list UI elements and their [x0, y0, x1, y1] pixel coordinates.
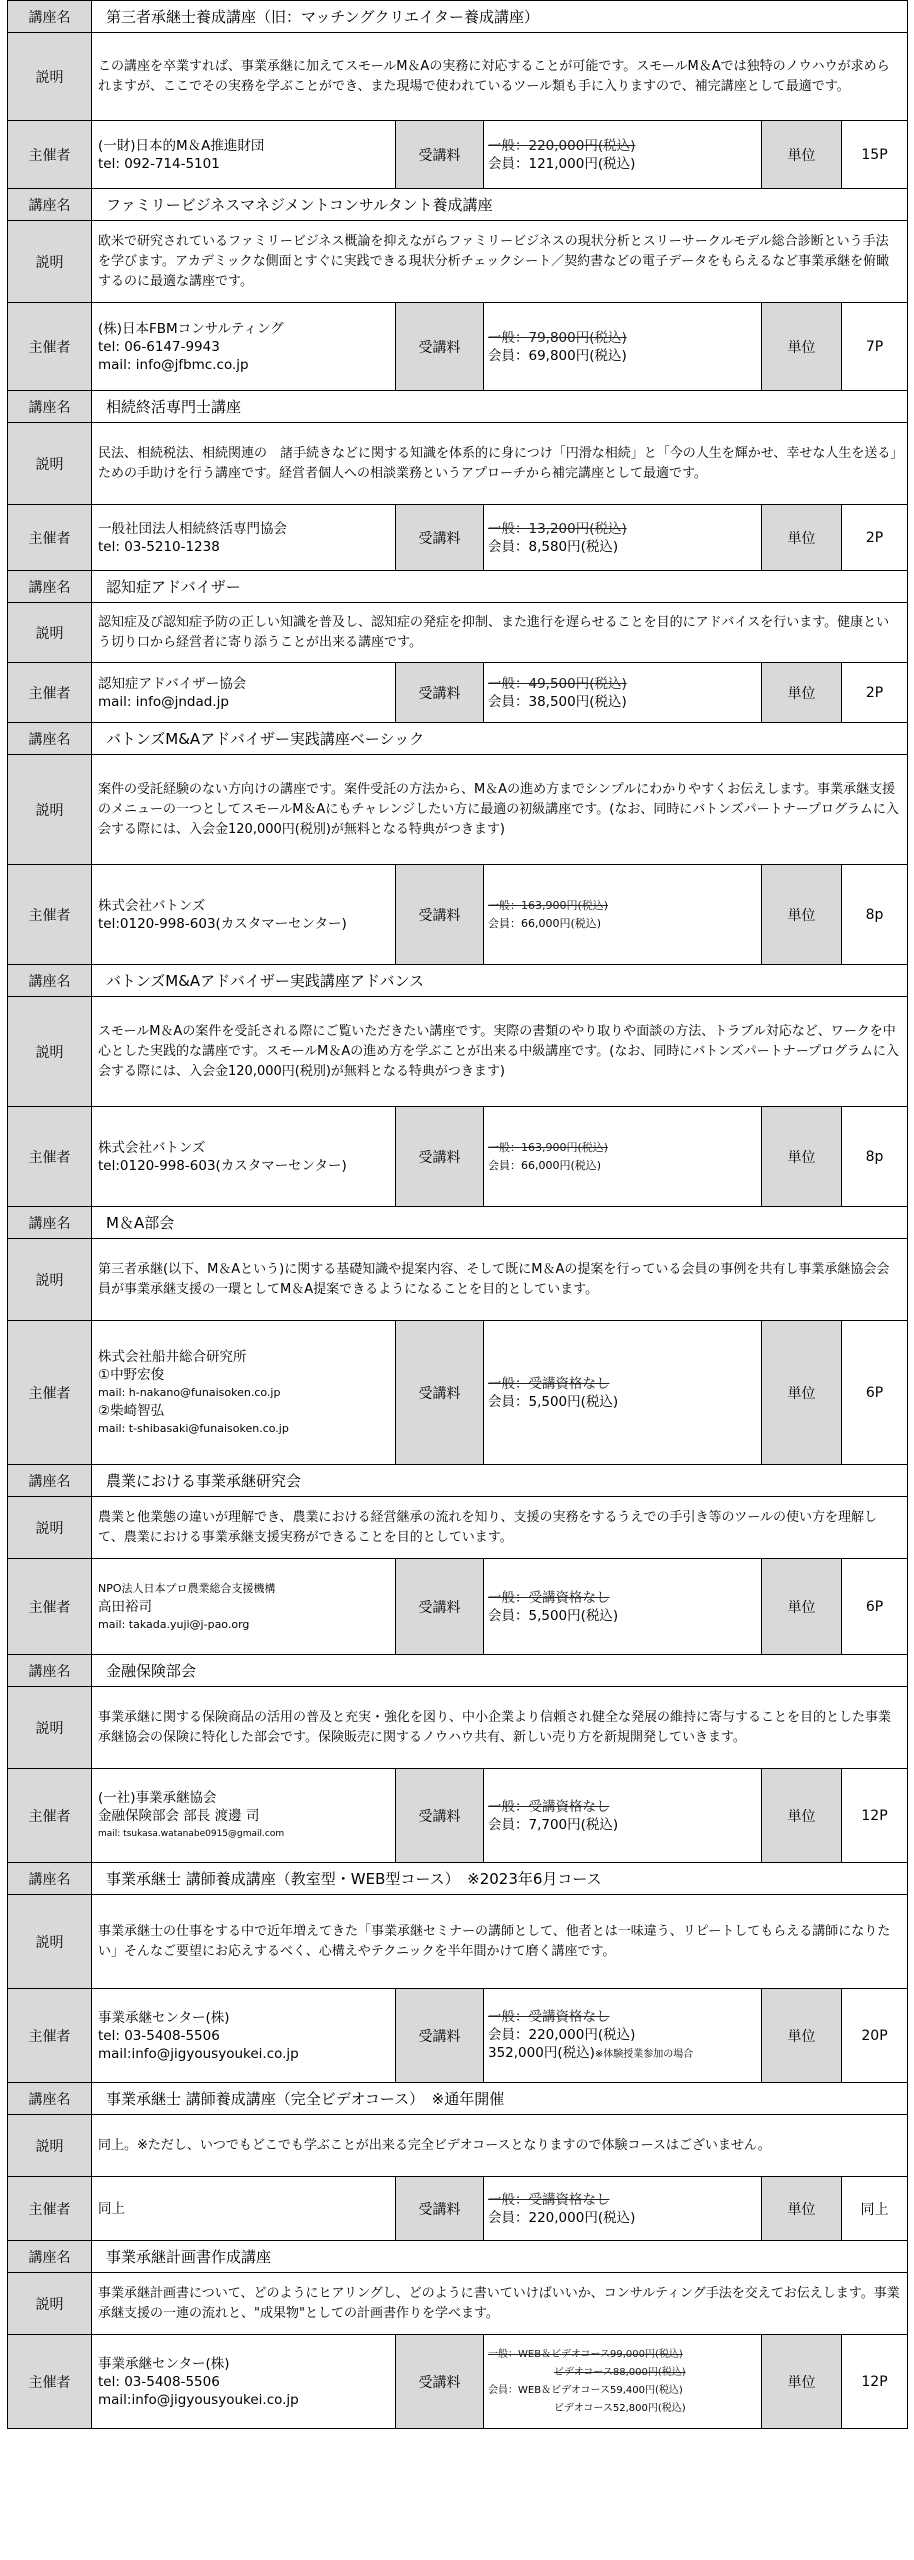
course-11-title: 事業承継士 講師養成講座（完全ビデオコース） ※通年開催: [92, 2083, 908, 2115]
course-5-info-row: [8, 865, 908, 965]
course-7-desc-row: [8, 1239, 908, 1321]
course-3-info-row: [8, 505, 908, 571]
course-12-desc-row: [8, 2273, 908, 2335]
course-2-title: ファミリービジネスマネジメントコンサルタント養成講座: [92, 189, 908, 221]
organizer-name: NPO法人日本プロ農業総合支援機構: [98, 1581, 276, 1595]
course-name-label: 講座名: [8, 1207, 92, 1239]
course-8-desc-row: [8, 1497, 908, 1559]
course-11-name-row: [8, 2083, 908, 2115]
organizer-name: (一社)事業承継協会: [98, 1789, 217, 1806]
course-1-organizer: [92, 121, 396, 189]
organizer-name: 認知症アドバイザー協会: [98, 675, 247, 692]
organizer-label: 主催者: [8, 1559, 92, 1655]
fee-general: 一般：49,500円(税込): [488, 675, 627, 692]
course-10-title: 事業承継士 講師養成講座（教室型・WEB型コース） ※2023年6月コース: [92, 1863, 908, 1895]
organizer-name: 事業承継センター(株): [98, 2009, 230, 2026]
course-7-name-row: [8, 1207, 908, 1239]
unit-label: 単位: [762, 1321, 842, 1465]
contact-mail: mail: tsukasa.watanabe0915@gmail.com: [98, 1828, 285, 1839]
organizer-label: 主催者: [8, 303, 92, 391]
course-9-description: 事業承継に関する保険商品の活用の普及と充実・強化を図り、中小企業より信頼され健全な発展の維持に寄与することを目的とした事業承継協会の保険に特化した部会です。保険販売に関するノウハウ共有、新しい売り方を新規開発していきます。: [92, 1687, 908, 1769]
organizer-label: 主催者: [8, 663, 92, 723]
fee-trial-note: ※体験授業参加の場合: [594, 2048, 694, 2060]
organizer-name: 株式会社バトンズ: [98, 1139, 206, 1156]
course-5-name-row: [8, 723, 908, 755]
course-name-label: 講座名: [8, 1, 92, 33]
description-label: 説明: [8, 423, 92, 505]
fee-general: 一般：受講資格なし: [488, 1589, 610, 1606]
contact-2-mail: mail: t-shibasaki@funaisoken.co.jp: [98, 1421, 289, 1435]
course-9-name-row: [8, 1655, 908, 1687]
description-label: 説明: [8, 997, 92, 1107]
course-name-label: 講座名: [8, 571, 92, 603]
unit-label: 単位: [762, 1769, 842, 1863]
description-label: 説明: [8, 1687, 92, 1769]
course-6-organizer: [92, 1107, 396, 1207]
course-9-fee: [484, 1769, 762, 1863]
fee-general: 一般：79,800円(税込): [488, 329, 627, 346]
course-10-info-row: [8, 1989, 908, 2083]
course-8-description: 農業と他業態の違いが理解でき、農業における経営継承の流れを知り、支援の実務をするうえでの手引き等のツールの使い方を理解して、農業における事業承継支援実務ができることを目的としています。: [92, 1497, 908, 1559]
course-3-name-row: [8, 391, 908, 423]
fee-label: 受講料: [396, 2177, 484, 2241]
organizer-name: 株式会社バトンズ: [98, 897, 206, 914]
course-10-desc-row: [8, 1895, 908, 1989]
contact-2-name: ②柴崎智弘: [98, 1402, 165, 1419]
description-label: 説明: [8, 33, 92, 121]
course-11-info-row: [8, 2177, 908, 2241]
course-1-fee: [484, 121, 762, 189]
fee-label: 受講料: [396, 2335, 484, 2429]
contact-name: 高田裕司: [98, 1598, 152, 1615]
course-name-label: 講座名: [8, 723, 92, 755]
course-2-info-row: [8, 303, 908, 391]
course-9-organizer: [92, 1769, 396, 1863]
course-10-description: 事業承継士の仕事をする中で近年増えてきた「事業承継セミナーの講師として、他者とは一味違う、リピートしてもらえる講師になりたい」そんなご要望にお応えするべく、心構えやテクニックを半年間かけて磨く講座です。: [92, 1895, 908, 1989]
course-name-label: 講座名: [8, 965, 92, 997]
description-label: 説明: [8, 2115, 92, 2177]
course-6-fee: [484, 1107, 762, 1207]
course-1-info-row: [8, 121, 908, 189]
fee-member-web: 会員：WEB＆ビデオコース59,400円(税込): [488, 2384, 683, 2396]
organizer-name: 同上: [98, 2200, 125, 2217]
course-10-unit: 20P: [842, 1989, 908, 2083]
course-12-fee: [484, 2335, 762, 2429]
course-6-description: スモールM＆Aの案件を受託される際にご覧いただきたい講座です。実際の書類のやり取りや面談の方法、トラブル対応など、ワークを中心とした実践的な講座です。スモールM＆Aの進め方を学ぶことが出来る中級講座です。(なお、同時にバトンズパートナープログラムに入会する際には、入会金120,000円(税別)が無料となる特典がつきます): [92, 997, 908, 1107]
fee-general-web: 一般：WEB＆ビデオコース99,000円(税込): [488, 2348, 683, 2360]
fee-member-video: ビデオコース52,800円(税込): [554, 2402, 686, 2414]
organizer-name: 一般社団法人相続終活専門協会: [98, 520, 287, 537]
fee-general: 一般：163,900円(税込): [488, 898, 609, 912]
fee-label: 受講料: [396, 303, 484, 391]
course-4-title: 認知症アドバイザー: [92, 571, 908, 603]
contact-1-mail: mail: h-nakano@funaisoken.co.jp: [98, 1385, 281, 1399]
course-4-name-row: [8, 571, 908, 603]
organizer-label: 主催者: [8, 2335, 92, 2429]
course-3-organizer: [92, 505, 396, 571]
course-9-info-row: [8, 1769, 908, 1863]
course-1-desc-row: [8, 33, 908, 121]
course-5-fee: [484, 865, 762, 965]
unit-label: 単位: [762, 303, 842, 391]
course-6-title: バトンズM&Aアドバイザー実践講座アドバンス: [92, 965, 908, 997]
course-5-organizer: [92, 865, 396, 965]
organizer-mail: mail:info@jigyousyoukei.co.jp: [98, 2391, 299, 2408]
fee-label: 受講料: [396, 1107, 484, 1207]
organizer-tel: tel:0120-998-603(カスタマーセンター): [98, 915, 347, 932]
organizer-name: (一財)日本的M＆A推進財団: [98, 137, 265, 154]
fee-label: 受講料: [396, 121, 484, 189]
course-11-fee: [484, 2177, 762, 2241]
organizer-mail: mail: info@jndad.jp: [98, 693, 229, 710]
organizer-label: 主催者: [8, 505, 92, 571]
course-name-label: 講座名: [8, 189, 92, 221]
fee-general: 一般：163,900円(税込): [488, 1140, 609, 1154]
fee-label: 受講料: [396, 1769, 484, 1863]
fee-member: 会員：66,000円(税込): [488, 916, 602, 930]
description-label: 説明: [8, 1895, 92, 1989]
course-table: [7, 0, 908, 2429]
fee-label: 受講料: [396, 663, 484, 723]
course-5-title: バトンズM&Aアドバイザー実践講座ベーシック: [92, 723, 908, 755]
course-7-fee: [484, 1321, 762, 1465]
course-12-unit: 12P: [842, 2335, 908, 2429]
unit-label: 単位: [762, 2335, 842, 2429]
description-label: 説明: [8, 2273, 92, 2335]
course-11-unit: 同上: [842, 2177, 908, 2241]
course-6-name-row: [8, 965, 908, 997]
contact-1-name: ①中野宏俊: [98, 1366, 165, 1383]
unit-label: 単位: [762, 2177, 842, 2241]
unit-label: 単位: [762, 1989, 842, 2083]
organizer-label: 主催者: [8, 1989, 92, 2083]
description-label: 説明: [8, 1497, 92, 1559]
course-4-description: 認知症及び認知症予防の正しい知識を普及し、認知症の発症を抑制、また進行を遅らせることを目的にアドバイスを行います。健康という切り口から経営者に寄り添うことが出来る講座です。: [92, 603, 908, 663]
organizer-label: 主催者: [8, 1769, 92, 1863]
course-1-name-row: [8, 1, 908, 33]
course-3-unit: 2P: [842, 505, 908, 571]
fee-trial: [488, 2044, 757, 2064]
fee-member: 会員：66,000円(税込): [488, 1158, 602, 1172]
course-2-organizer: [92, 303, 396, 391]
course-11-desc-row: [8, 2115, 908, 2177]
course-5-unit: 8p: [842, 865, 908, 965]
fee-label: 受講料: [396, 865, 484, 965]
fee-member: 会員：5,500円(税込): [488, 1393, 619, 1410]
course-8-organizer: [92, 1559, 396, 1655]
unit-label: 単位: [762, 865, 842, 965]
course-6-info-row: [8, 1107, 908, 1207]
course-2-description: 欧米で研究されているファミリービジネス概論を抑えながらファミリービジネスの現状分析とスリーサークルモデル総合診断という手法を学びます。アカデミックな側面とすぐに実践できる現状分析チェックシート／契約書などの電子データをもらえるなど事業承継を俯瞰するのに最適な講座です。: [92, 221, 908, 303]
course-9-unit: 12P: [842, 1769, 908, 1863]
organizer-tel: tel: 03-5210-1238: [98, 538, 220, 555]
fee-label: 受講料: [396, 505, 484, 571]
course-11-organizer: [92, 2177, 396, 2241]
organizer-label: 主催者: [8, 1107, 92, 1207]
fee-member: 会員：220,000円(税込): [488, 2026, 636, 2043]
unit-label: 単位: [762, 121, 842, 189]
unit-label: 単位: [762, 1559, 842, 1655]
fee-label: 受講料: [396, 1989, 484, 2083]
course-12-info-row: [8, 2335, 908, 2429]
course-4-desc-row: [8, 603, 908, 663]
course-4-unit: 2P: [842, 663, 908, 723]
description-label: 説明: [8, 603, 92, 663]
unit-label: 単位: [762, 663, 842, 723]
organizer-name: 事業承継センター(株): [98, 2355, 230, 2372]
course-3-title: 相続終活専門士講座: [92, 391, 908, 423]
course-4-fee: [484, 663, 762, 723]
course-8-title: 農業における事業承継研究会: [92, 1465, 908, 1497]
organizer-tel: tel: 06-6147-9943: [98, 338, 220, 355]
unit-label: 単位: [762, 505, 842, 571]
course-4-organizer: [92, 663, 396, 723]
course-name-label: 講座名: [8, 2241, 92, 2273]
course-2-desc-row: [8, 221, 908, 303]
course-name-label: 講座名: [8, 1863, 92, 1895]
course-8-name-row: [8, 1465, 908, 1497]
organizer-tel: tel: 03-5408-5506: [98, 2027, 220, 2044]
organizer-label: 主催者: [8, 121, 92, 189]
organizer-label: 主催者: [8, 2177, 92, 2241]
course-6-unit: 8p: [842, 1107, 908, 1207]
course-7-description: 第三者承継(以下、M＆Aという)に関する基礎知識や提案内容、そして既にM＆Aの提案を行っている会員の事例を共有し事業承継協会会員が事業承継支援の一環としてM＆A提案できるようになることを目的としています。: [92, 1239, 908, 1321]
fee-general: 一般：受講資格なし: [488, 2191, 610, 2208]
organizer-mail: mail:info@jigyousyoukei.co.jp: [98, 2045, 299, 2062]
course-name-label: 講座名: [8, 391, 92, 423]
course-9-desc-row: [8, 1687, 908, 1769]
course-2-fee: [484, 303, 762, 391]
course-name-label: 講座名: [8, 1465, 92, 1497]
course-11-description: 同上。※ただし、いつでもどこでも学ぶことが出来る完全ビデオコースとなりますので体験コースはございません。: [92, 2115, 908, 2177]
organizer-tel: tel:0120-998-603(カスタマーセンター): [98, 1157, 347, 1174]
fee-general: 一般：受講資格なし: [488, 2008, 610, 2025]
organizer-tel: tel: 092-714-5101: [98, 155, 220, 172]
course-12-title: 事業承継計画書作成講座: [92, 2241, 908, 2273]
organizer-tel: tel: 03-5408-5506: [98, 2373, 220, 2390]
organizer-name: 株式会社船井総合研究所: [98, 1348, 247, 1365]
course-8-unit: 6P: [842, 1559, 908, 1655]
fee-general: 一般：220,000円(税込): [488, 137, 636, 154]
fee-general: 一般：受講資格なし: [488, 1375, 610, 1392]
fee-member: 会員：7,700円(税込): [488, 1816, 619, 1833]
fee-general: 一般：受講資格なし: [488, 1798, 610, 1815]
course-1-unit: 15P: [842, 121, 908, 189]
course-name-label: 講座名: [8, 2083, 92, 2115]
course-12-organizer: [92, 2335, 396, 2429]
course-6-desc-row: [8, 997, 908, 1107]
course-4-info-row: [8, 663, 908, 723]
course-3-description: 民法、相続税法、相続関連の 諸手続きなどに関する知識を体系的に身につけ「円滑な相続」と「今の人生を輝かせ、幸せな人生を送る」ための手助けを行う講座です。経営者個人への相談業務というアプローチから補完講座として最適です。: [92, 423, 908, 505]
fee-member: 会員：8,580円(税込): [488, 538, 619, 555]
fee-member: 会員：38,500円(税込): [488, 693, 627, 710]
fee-member: 会員：220,000円(税込): [488, 2209, 636, 2226]
organizer-label: 主催者: [8, 865, 92, 965]
course-1-description: この講座を卒業すれば、事業承継に加えてスモールM＆Aの実務に対応することが可能です。スモールM＆Aでは独特のノウハウが求められますが、ここでその実務を学ぶことができ、また現場で使われているツール類も手に入りますので、補完講座として最適です。: [92, 33, 908, 121]
course-12-description: 事業承継計画書について、どのようにヒアリングし、どのように書いていけばいいか、コンサルティング手法を交えてお伝えします。事業承継支援の一連の流れと、"成果物"としての計画書作りを学べます。: [92, 2273, 908, 2335]
contact-mail: mail: takada.yuji@j-pao.org: [98, 1617, 250, 1631]
course-8-fee: [484, 1559, 762, 1655]
course-3-fee: [484, 505, 762, 571]
course-5-desc-row: [8, 755, 908, 865]
fee-member: 会員：121,000円(税込): [488, 155, 636, 172]
course-7-title: M＆A部会: [92, 1207, 908, 1239]
course-5-description: 案件の受託経験のない方向けの講座です。案件受託の方法から、M＆Aの進め方までシンプルにわかりやすくお伝えします。事業承継支援のメニューの一つとしてスモールM＆Aにもチャレンジしたい方に最適の初級講座です。(なお、同時にバトンズパートナープログラムに入会する際には、入会金120,000円(税別)が無料となる特典がつきます): [92, 755, 908, 865]
course-10-organizer: [92, 1989, 396, 2083]
description-label: 説明: [8, 755, 92, 865]
description-label: 説明: [8, 221, 92, 303]
fee-label: 受講料: [396, 1321, 484, 1465]
course-10-name-row: [8, 1863, 908, 1895]
course-12-name-row: [8, 2241, 908, 2273]
fee-trial-amount: 352,000円(税込): [488, 2044, 595, 2061]
course-1-title: 第三者承継士養成講座（旧：マッチングクリエイター養成講座）: [92, 1, 908, 33]
fee-label: 受講料: [396, 1559, 484, 1655]
course-10-fee: [484, 1989, 762, 2083]
course-7-info-row: [8, 1321, 908, 1465]
fee-general-video: ビデオコース88,000円(税込): [554, 2366, 686, 2378]
fee-general: 一般：13,200円(税込): [488, 520, 627, 537]
description-label: 説明: [8, 1239, 92, 1321]
course-8-info-row: [8, 1559, 908, 1655]
course-3-desc-row: [8, 423, 908, 505]
contact-name: 金融保険部会 部長 渡邊 司: [98, 1807, 260, 1824]
course-7-unit: 6P: [842, 1321, 908, 1465]
course-name-label: 講座名: [8, 1655, 92, 1687]
course-2-unit: 7P: [842, 303, 908, 391]
unit-label: 単位: [762, 1107, 842, 1207]
organizer-label: 主催者: [8, 1321, 92, 1465]
organizer-mail: mail: info@jfbmc.co.jp: [98, 356, 249, 373]
fee-member: 会員：5,500円(税込): [488, 1607, 619, 1624]
course-9-title: 金融保険部会: [92, 1655, 908, 1687]
course-7-organizer: [92, 1321, 396, 1465]
organizer-name: (株)日本FBMコンサルティング: [98, 320, 284, 337]
fee-member: 会員：69,800円(税込): [488, 347, 627, 364]
course-2-name-row: [8, 189, 908, 221]
